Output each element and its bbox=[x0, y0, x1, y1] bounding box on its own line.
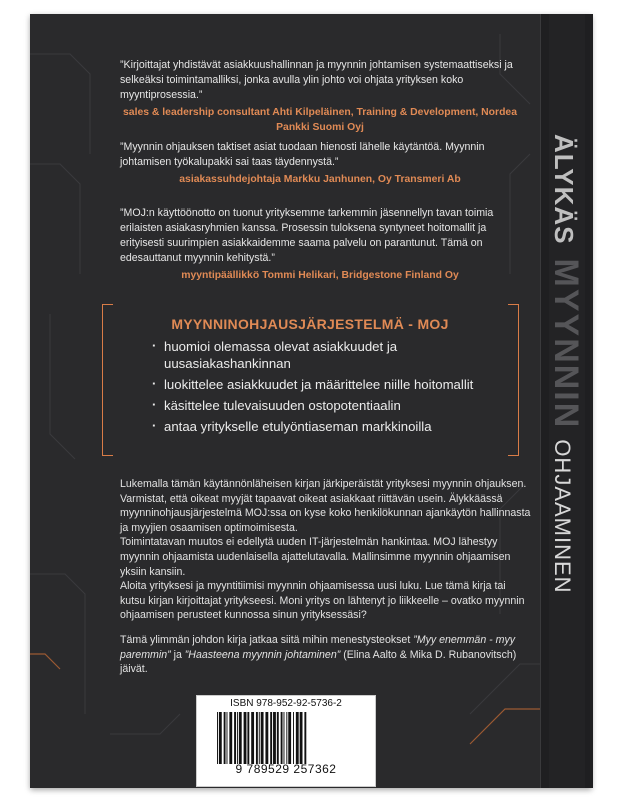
barcode-bar bbox=[244, 712, 247, 764]
barcode-bar bbox=[296, 712, 299, 764]
testimonial-text: ”MOJ:n käyttöönotto on tuonut yrityksemme tarkemmin jäsennellyn tavan toimia erilaisten asiakasryhmien kanssa. Prosessin tuloksena syntyneet hoitomallit ja erityisesti suurimpien asiakkaidemme saama palvelu on parantunut. Tämä on edesauttanut myynnin kehitystä.” bbox=[120, 207, 494, 264]
barcode-icon bbox=[215, 712, 361, 764]
barcode-bar bbox=[304, 712, 306, 764]
barcode-bar bbox=[259, 712, 260, 764]
barcode-bar bbox=[227, 712, 228, 764]
barcode-bar bbox=[286, 712, 287, 764]
description-paragraph: Lukemalla tämän käytännönläheisen kirjan järkiperäistät yrityksesi myynnin ohjauksen. Varmistat, että oikeat myyjät tapaavat oikeat asiakkaat riittävän usein. Älykkäässä myynninohjausjärjestelmä MOJ:ssa on kyse koko henkilökunnan ajankäytön hallinnasta ja myyjien osaamisen optimoimisesta. bbox=[120, 478, 531, 534]
testimonial-attribution: sales & leadership consultant Ahti Kilpeläinen, Training & Development, Nordea Pankki Suomi Oyj bbox=[123, 107, 517, 133]
testimonial-2 bbox=[120, 140, 520, 188]
barcode-bar bbox=[281, 712, 283, 764]
list-item: · luokittelee asiakkuudet ja määrittelee niille hoitomallit bbox=[152, 376, 492, 393]
isbn-label: ISBN 978-952-92-5736-2 bbox=[230, 698, 342, 709]
barcode-bar bbox=[251, 712, 254, 764]
barcode-bar bbox=[237, 712, 238, 764]
barcode-bar bbox=[224, 712, 226, 764]
barcode-bar bbox=[234, 712, 236, 764]
testimonial-1 bbox=[120, 58, 520, 135]
barcode-bar bbox=[229, 712, 232, 764]
moj-feature-list bbox=[152, 338, 492, 439]
spine-word-3: OHJAAMINEN bbox=[550, 439, 575, 594]
barcode-bar bbox=[284, 712, 285, 764]
description-paragraph bbox=[120, 633, 532, 677]
book-spine bbox=[540, 14, 593, 788]
barcode-bar bbox=[256, 712, 258, 764]
barcode-bar bbox=[219, 712, 222, 764]
book-title-1: ”Myy enemmän - myy paremmin” bbox=[120, 633, 516, 661]
description-paragraph: Toimintatavan muutos ei edellytä uuden IT-järjestelmän hankintaa. MOJ lähestyy myynnin ohjaamista uudenlaisella ajattelutavalla. Mallinsimme myynnin ohjaamisen yksiin kansiin. bbox=[120, 536, 511, 578]
barcode-bar bbox=[293, 712, 294, 764]
barcode-bar bbox=[265, 712, 268, 764]
barcode-bar bbox=[277, 712, 279, 764]
testimonial-3 bbox=[120, 206, 520, 284]
list-item: · antaa yritykselle etulyöntiaseman markkinoilla bbox=[152, 418, 492, 435]
barcode-bar bbox=[288, 712, 291, 764]
barcode-bar bbox=[239, 712, 242, 764]
text-span: (Elina Aalto & Mika D. Rubanovitsch) jäivät. bbox=[120, 648, 517, 676]
barcode-bar bbox=[261, 712, 264, 764]
barcode-bar bbox=[247, 712, 249, 764]
barcode-bar bbox=[273, 712, 276, 764]
list-item: · huomioi olemassa olevat asiakkuudet ja uusasiakashankinnan bbox=[152, 338, 492, 372]
barcode-bar bbox=[270, 712, 272, 764]
spine-word-2: MYYNNIN bbox=[547, 258, 585, 430]
text-span: ja bbox=[170, 648, 185, 661]
spine-title bbox=[546, 134, 585, 594]
list-item: · käsittelee tulevaisuuden ostopotentiaalin bbox=[152, 397, 492, 414]
spine-word-1: ÄLYKÄS bbox=[549, 134, 579, 245]
testimonial-text: ”Myynnin ohjauksen taktiset asiat tuodaan hienosti lähelle käytäntöä. Myynnin johtamisen työkalupakki sai taas täydennystä.” bbox=[120, 141, 485, 168]
text-span: Tämä ylimmän johdon kirja jatkaa siitä mihin menestysteokset bbox=[120, 633, 414, 646]
moj-title: MYYNNINOHJAUSJÄRJESTELMÄ - MOJ bbox=[171, 316, 449, 332]
barcode-bar bbox=[217, 712, 218, 764]
book-title-2: ”Haasteena myynnin johtaminen” bbox=[184, 648, 341, 661]
testimonial-attribution: asiakassuhdejohtaja Markku Janhunen, Oy Transmeri Ab bbox=[179, 174, 461, 185]
description bbox=[120, 477, 532, 677]
isbn-barcode-box bbox=[196, 695, 376, 787]
testimonial-attribution: myyntipäällikkö Tommi Helikari, Bridgestone Finland Oy bbox=[181, 270, 459, 281]
description-paragraph: Aloita yrityksesi ja myyntitiimisi myynnin ohjaamisessa uusi luku. Lue tämä kirja tai kutsu kirjan kirjoittajat yritykseesi. Moni yritys on lähtenyt jo liikkeelle – ovatko myynnin ohjaamisen perusteet kunnossa sinun yrityksessäsi? bbox=[120, 580, 525, 622]
barcode-bar bbox=[300, 712, 303, 764]
back-cover bbox=[30, 14, 540, 788]
testimonial-text: ”Kirjoittajat yhdistävät asiakkuushallinnan ja myynnin johtamisen systemaattiseksi ja selkeäksi toimintamalliksi, jonka avulla ylin johto voi ohjata yrityksen koko myyntiprosessia.” bbox=[120, 59, 513, 101]
bracket-right bbox=[508, 304, 519, 456]
barcode-digits: 9 789529 257362 bbox=[235, 762, 337, 776]
